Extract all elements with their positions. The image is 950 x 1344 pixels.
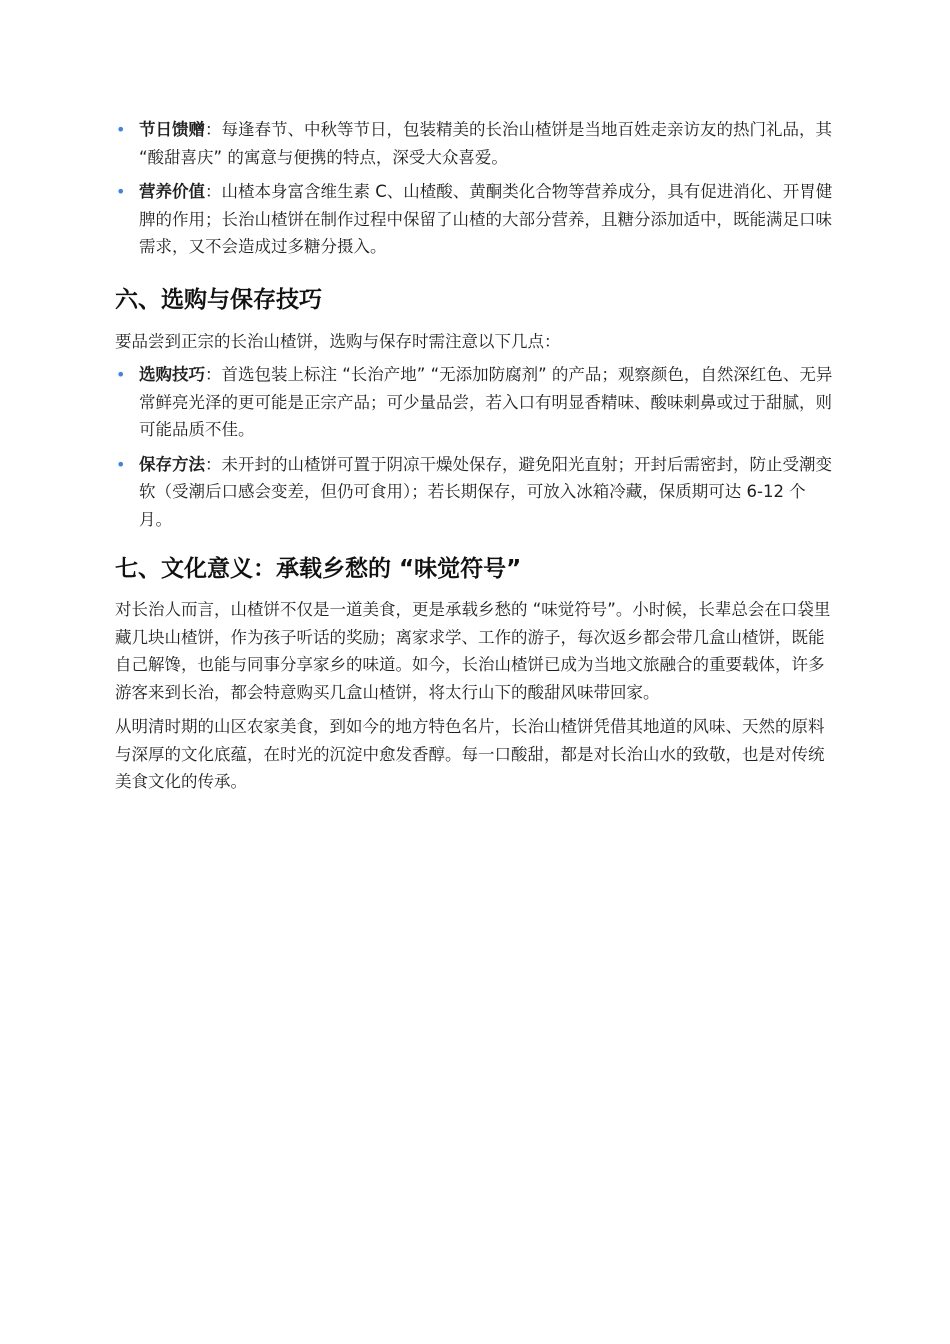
list-item-separator: ： [205, 120, 222, 139]
paragraph-nostalgia: 对长治人而言，山楂饼不仅是一道美食，更是承载乡愁的 “味觉符号”。小时候，长辈总会在口袋里藏几块山楂饼，作为孩子听话的奖励；离家求学、工作的游子，每次返乡都会带几盒山楂饼，既能自己解馋，也能与同事分享家乡的味道。如今，长治山楂饼已成为当地文旅融合的重要载体，许多游客来到长治，都会特意购买几盒山楂饼，将太行山下的酸甜风味带回家。 [115, 600, 831, 702]
list-item-term: 节日馈赠 [139, 120, 205, 139]
list-item-text: 未开封的山楂饼可置于阴凉干燥处保存，避免阳光直射；开封后需密封，防止受潮变软（受潮后口感会变差，但仍可食用）；若长期保存，可放入冰箱冷藏，保质期可达 6-12 个月。 [139, 454, 832, 529]
list-item-text: 山楂本身富含维生素 C、山楂酸、黄酮类化合物等营养成分，具有促进消化、开胃健脾的作用；长治山楂饼在制作过程中保留了山楂的大部分营养，且糖分添加适中，既能满足口味需求，又不会造成过多糖分摄入。 [139, 182, 833, 256]
bullet-dot-icon: • [116, 365, 126, 384]
list-item-text: 每逢春节、中秋等节日，包装精美的长治山楂饼是当地百姓走亲访友的热门礼品，其 “酸甜喜庆” 的寓意与便携的特点，深受大众喜爱。 [139, 120, 832, 167]
list-item-purchase-tips [115, 361, 836, 444]
list-item-term: 选购技巧 [139, 365, 205, 384]
section-heading-purchase-storage: 六、选购与保存技巧 [115, 286, 322, 313]
bullet-dot-icon: • [116, 120, 126, 139]
list-item-term: 保存方法 [139, 454, 205, 474]
section-heading-cultural-meaning: 七、文化意义：承载乡愁的 “味觉符号” [115, 556, 522, 582]
bullet-dot-icon: • [116, 182, 126, 201]
bullet-list-benefits [115, 116, 836, 261]
list-item-separator: ： [205, 182, 222, 201]
list-item-storage-method [115, 451, 836, 534]
bullet-list-tips [115, 361, 836, 533]
section-intro: 要品尝到正宗的长治山楂饼，选购与保存时需注意以下几点： [115, 331, 561, 351]
list-item-separator: ： [205, 454, 222, 474]
list-item-festival-gift [115, 116, 836, 171]
list-item-separator: ： [205, 365, 222, 384]
list-item-term: 营养价值 [139, 182, 205, 201]
paragraph-conclusion: 从明清时期的山区农家美食，到如今的地方特色名片，长治山楂饼凭借其地道的风味、天然的原料与深厚的文化底蕴，在时光的沉淀中愈发香醇。每一口酸甜，都是对长治山水的致敬，也是对传统美食文化的传承。 [115, 717, 825, 791]
list-item-text: 首选包装上标注 “长治产地” “无添加防腐剂” 的产品；观察颜色，自然深红色、无异常鲜亮光泽的更可能是正宗产品；可少量品尝，若入口有明显香精味、酸味刺鼻或过于甜腻，则可能品质不佳。 [139, 365, 833, 439]
bullet-dot-icon: • [116, 454, 126, 474]
list-item-nutrition [115, 178, 836, 261]
